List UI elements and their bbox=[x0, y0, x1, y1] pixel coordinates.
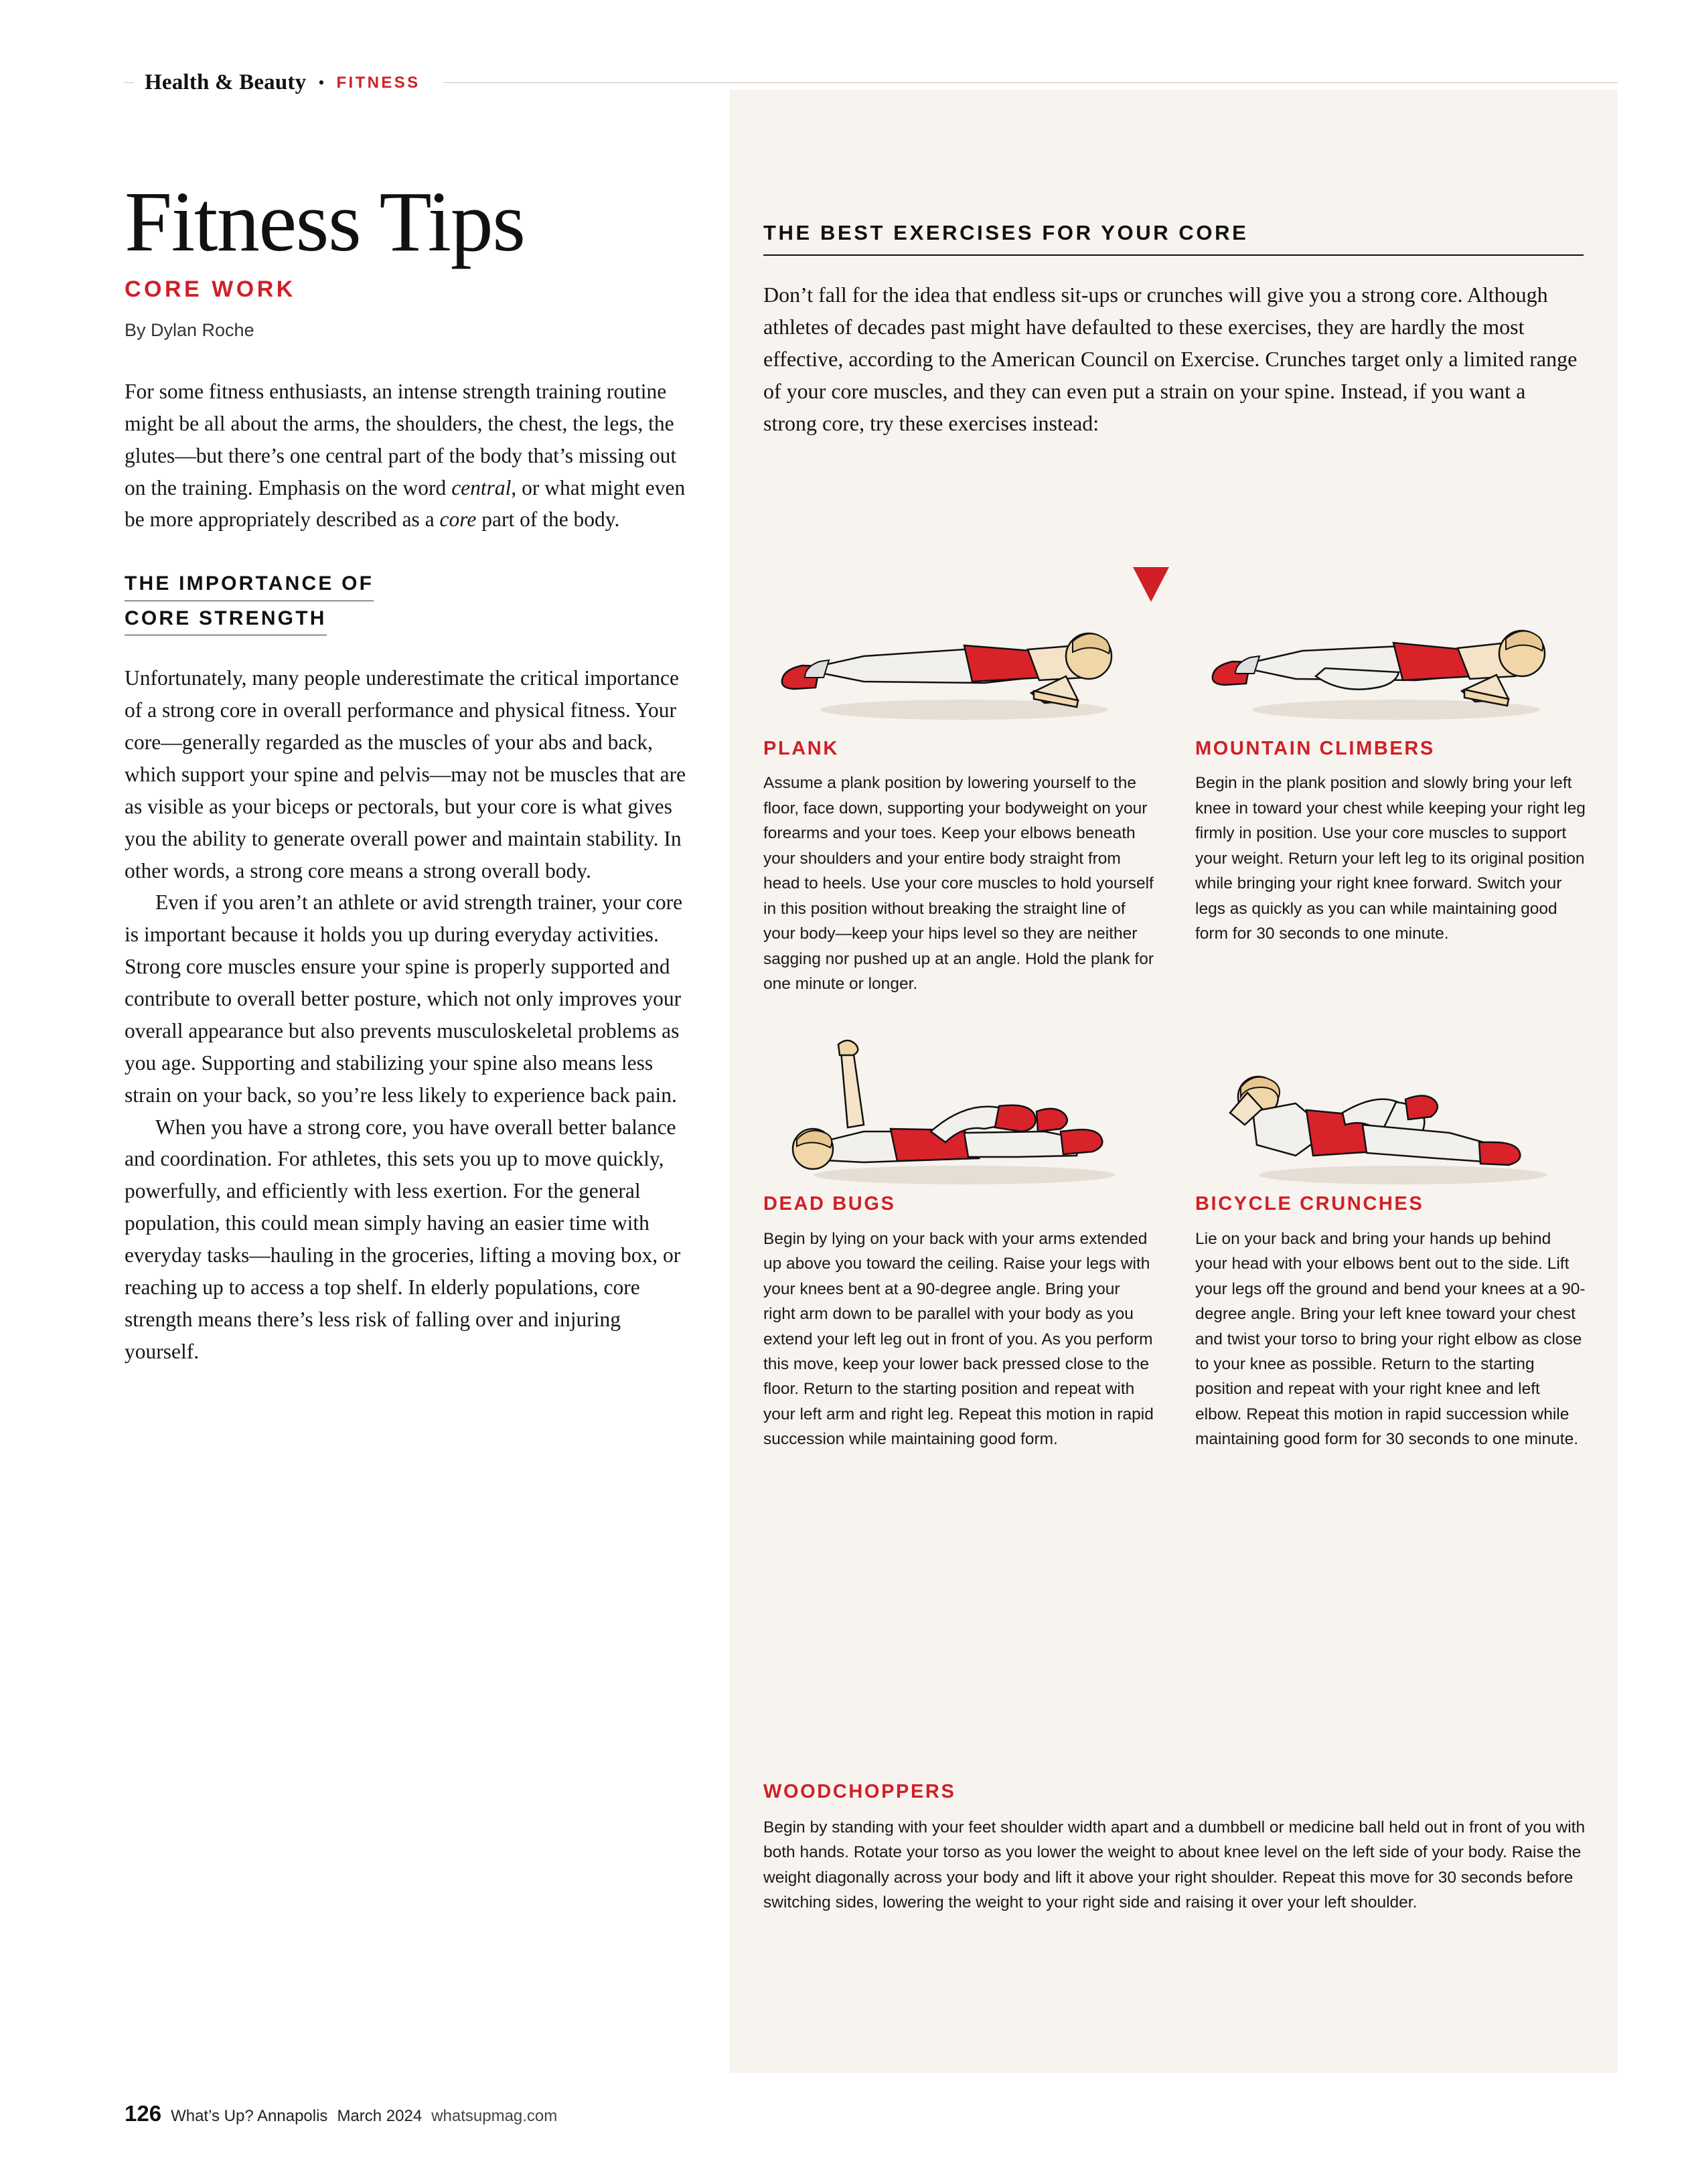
exercise-grid bbox=[763, 576, 1587, 1452]
article-subhead bbox=[125, 570, 687, 635]
kicker-rule-left bbox=[125, 82, 134, 83]
mountain-climbers-illustration bbox=[1195, 576, 1587, 730]
exercise-title-plank: PLANK bbox=[763, 738, 839, 759]
exercise-body-bicycle-crunches: Lie on your back and bring your hands up behind your head with your elbows bent out to the side. Lift your legs off the ground and bend your knees at a 90-degree angle. Bring your left knee toward your chest and twist your torso to bring your right elbow as close to your knee as possible. Return to the starting position and repeat with your right knee and left elbow. Repeat this motion in rapid succession while maintaining good form for 30 seconds to one minute. bbox=[1195, 1229, 1586, 1449]
plank-illustration bbox=[763, 576, 1155, 730]
kicker-rule-right bbox=[443, 82, 1618, 83]
sidebar-intro: Don’t fall for the idea that endless sit-ups or crunches will give you a strong core. Although athletes of decades past might have defaulted to these exercises, they are hardly the most effective, according to the American Council on Exercise. Crunches target only a limited range of your core muscles, and they can even put a strain on your spine. Instead, if you want a strong core, try these exercises instead: bbox=[763, 283, 1578, 435]
article-intro-paragraph: For some fitness enthusiasts, an intense strength training routine might be all about the arms, the shoulders, the chest, the legs, the glutes—but there’s one central part of the body that’s missing out on the training. Emphasis on the word central, or what might even be more appropriately described as a core part of the body. bbox=[125, 379, 686, 532]
page-title: Fitness Tips bbox=[125, 174, 525, 269]
section-kicker bbox=[125, 70, 1618, 95]
page-footer bbox=[125, 2101, 557, 2126]
kicker-separator: • bbox=[318, 72, 325, 92]
exercise-title-bicycle-crunches: BICYCLE CRUNCHES bbox=[1195, 1193, 1424, 1215]
article-deck: CORE WORK bbox=[125, 276, 296, 302]
article-subhead-line-1: THE IMPORTANCE OF bbox=[125, 570, 374, 601]
exercise-title-mountain-climbers: MOUNTAIN CLIMBERS bbox=[1195, 738, 1435, 759]
page-number: 126 bbox=[125, 2101, 162, 2126]
exercise-card-dead-bugs bbox=[763, 1031, 1155, 1452]
kicker-section-label: Health & Beauty bbox=[145, 70, 307, 94]
exercise-title-dead-bugs: DEAD BUGS bbox=[763, 1193, 896, 1215]
footer-website: whatsupmag.com bbox=[431, 2107, 558, 2125]
sidebar-header-block bbox=[763, 221, 1584, 439]
exercise-title-woodchoppers: WOODCHOPPERS bbox=[763, 1781, 956, 1802]
article-paragraph-2: Even if you aren’t an athlete or avid strength trainer, your core is important because it holds you up during everyday activities. Strong core muscles ensure your spine is properly supported and contribute to overall better posture, which not only improves your overall appearance but also prevents musculoskeletal problems as you age. Supporting and stabilizing your spine also means less strain on your back, so you’re less likely to experience back pain. bbox=[125, 890, 683, 1107]
exercise-card-bicycle-crunches bbox=[1195, 1031, 1587, 1452]
article-left-column bbox=[125, 174, 687, 1368]
exercise-body-dead-bugs: Begin by lying on your back with your arms extended up above you toward the ceiling. Raise your legs with your knees bent at a 90-degree angle. Bring your right arm down to be parallel with your body as you extend your left leg out in front of you. As you perform this move, keep your lower back pressed close to the floor. Return to the starting position and repeat with your left arm and right leg. Repeat this motion in rapid succession while maintaining good form. bbox=[763, 1229, 1154, 1449]
article-body bbox=[125, 376, 687, 1368]
footer-publication: What’s Up? Annapolis bbox=[171, 2107, 328, 2125]
sidebar-heading: THE BEST EXERCISES FOR YOUR CORE bbox=[763, 221, 1584, 256]
exercise-body-plank: Assume a plank position by lowering yourself to the floor, face down, supporting your bodyweight on your forearms and your toes. Keep your elbows beneath your shoulders and your entire body straight from head to heels. Use your core muscles to hold yourself in this position without breaking the straight line of your body—keep your hips level so they are neither sagging nor pushed up at an angle. Hold the plank for one minute or longer. bbox=[763, 774, 1154, 993]
kicker-category-label: FITNESS bbox=[336, 73, 420, 92]
footer-issue: March 2024 bbox=[337, 2107, 423, 2125]
exercise-card-woodchoppers bbox=[763, 1781, 1587, 1916]
dead-bugs-illustration bbox=[763, 1031, 1155, 1185]
article-paragraph-1: Unfortunately, many people underestimate the critical importance of a strong core in overall performance and physical fitness. Your core—generally regarded as the muscles of your abs and back, which support your spine and pelvis—may not be muscles that are as visible as your biceps or pectorals, but your core is what gives you the ability to generate overall power and maintain stability. In other words, a strong core means a strong overall body. bbox=[125, 666, 686, 882]
article-paragraph-3: When you have a strong core, you have overall better balance and coordination. For athletes, this sets you up to move quickly, powerfully, and efficiently with less exertion. For the general population, this could mean simply having an easier time with everyday tasks—hauling in the groceries, lifting a moving box, or reaching up to access a top shelf. In elderly populations, core strength means there’s less risk of falling over and injuring yourself. bbox=[125, 1115, 681, 1363]
exercise-card-plank bbox=[763, 576, 1155, 996]
article-subhead-line-2: CORE STRENGTH bbox=[125, 605, 327, 636]
exercise-card-mountain-climbers bbox=[1195, 576, 1587, 996]
bicycle-crunches-illustration bbox=[1195, 1031, 1587, 1185]
exercise-body-mountain-climbers: Begin in the plank position and slowly bring your left knee in toward your chest while keeping your right leg firmly in position. Use your core muscles to support your weight. Return your left leg to its original position while bringing your right knee forward. Switch your legs as quickly as you can while maintaining good form for 30 seconds to one minute. bbox=[1195, 774, 1586, 943]
article-byline: By Dylan Roche bbox=[125, 319, 254, 340]
exercise-body-woodchoppers: Begin by standing with your feet shoulder width apart and a dumbbell or medicine ball held out in front of you with both hands. Rotate your torso as you lower the weight to about knee level on the left side of your body. Raise the weight diagonally across your body and lift it above your right shoulder. Repeat this move for 30 seconds before switching sides, lowering the weight to your right side and raising it over your left shoulder. bbox=[763, 1818, 1586, 1912]
